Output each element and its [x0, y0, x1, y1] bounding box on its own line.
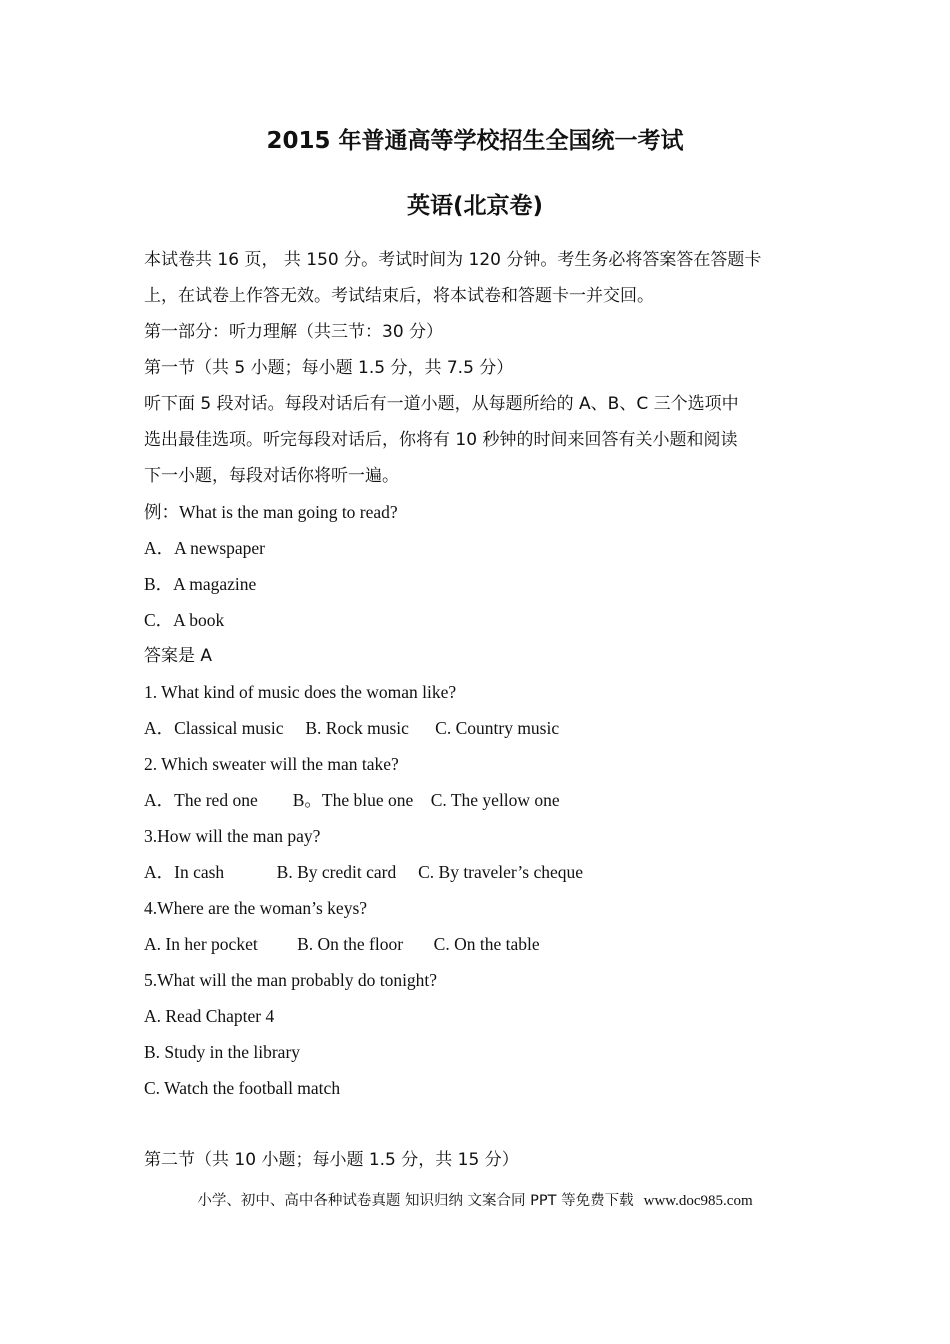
page-footer — [0, 1189, 950, 1212]
instruction-line-1: 听下面 5 段对话。每段对话后有一道小题，从每题所给的 A、B、C 三个选项中 — [144, 394, 739, 414]
section1-heading: 第一节（共 5 小题；每小题 1.5 分，共 7.5 分） — [144, 358, 514, 378]
document-body — [144, 242, 810, 1178]
example-answer: 答案是 A — [144, 646, 213, 666]
footer-url: www.doc985.com — [643, 1193, 753, 1209]
section-spacer — [144, 1106, 810, 1142]
document-subtitle: 英语(北京卷) — [406, 193, 544, 219]
example-option-a: A．A newspaper — [144, 538, 266, 558]
question-2: 2. Which sweater will the man take? — [144, 754, 399, 774]
question-3: 3.How will the man pay? — [144, 826, 321, 846]
document-title: 2015 年普通高等学校招生全国统一考试 — [266, 128, 684, 154]
question-2-options: A．The red one B。The blue one C. The yellow one — [144, 790, 560, 810]
example-question: 例：What is the man going to read? — [144, 502, 398, 522]
example-option-c: C．A book — [144, 610, 225, 630]
intro-line-2: 上，在试卷上作答无效。考试结束后，将本试卷和答题卡一并交回。 — [144, 286, 654, 306]
question-1-options: A．Classical music B. Rock music C. Country music — [144, 718, 560, 738]
intro-line-1: 本试卷共 16 页， 共 150 分。考试时间为 120 分钟。考生务必将答案答在答题卡 — [144, 250, 762, 270]
example-option-b: B．A magazine — [144, 574, 257, 594]
question-4-options: A. In her pocket B. On the floor C. On the table — [144, 934, 540, 954]
question-4: 4.Where are the woman’s keys? — [144, 898, 368, 918]
section2-heading: 第二节（共 10 小题；每小题 1.5 分，共 15 分） — [144, 1150, 519, 1170]
part1-heading: 第一部分：听力理解（共三节：30 分） — [144, 322, 444, 342]
question-3-options: A．In cash B. By credit card C. By traveler’s cheque — [144, 862, 584, 882]
question-5-option-b: B. Study in the library — [144, 1042, 301, 1062]
question-5-option-c: C. Watch the football match — [144, 1078, 341, 1098]
question-1: 1. What kind of music does the woman like? — [144, 682, 457, 702]
question-5: 5.What will the man probably do tonight? — [144, 970, 438, 990]
instruction-line-2: 选出最佳选项。听完每段对话后，你将有 10 秒钟的时间来回答有关小题和阅读 — [144, 430, 738, 450]
instruction-line-3: 下一小题，每段对话你将听一遍。 — [144, 466, 399, 486]
footer-text: 小学、初中、高中各种试卷真题 知识归纳 文案合同 PPT 等免费下载 — [197, 1193, 634, 1209]
question-5-option-a: A. Read Chapter 4 — [144, 1006, 275, 1026]
